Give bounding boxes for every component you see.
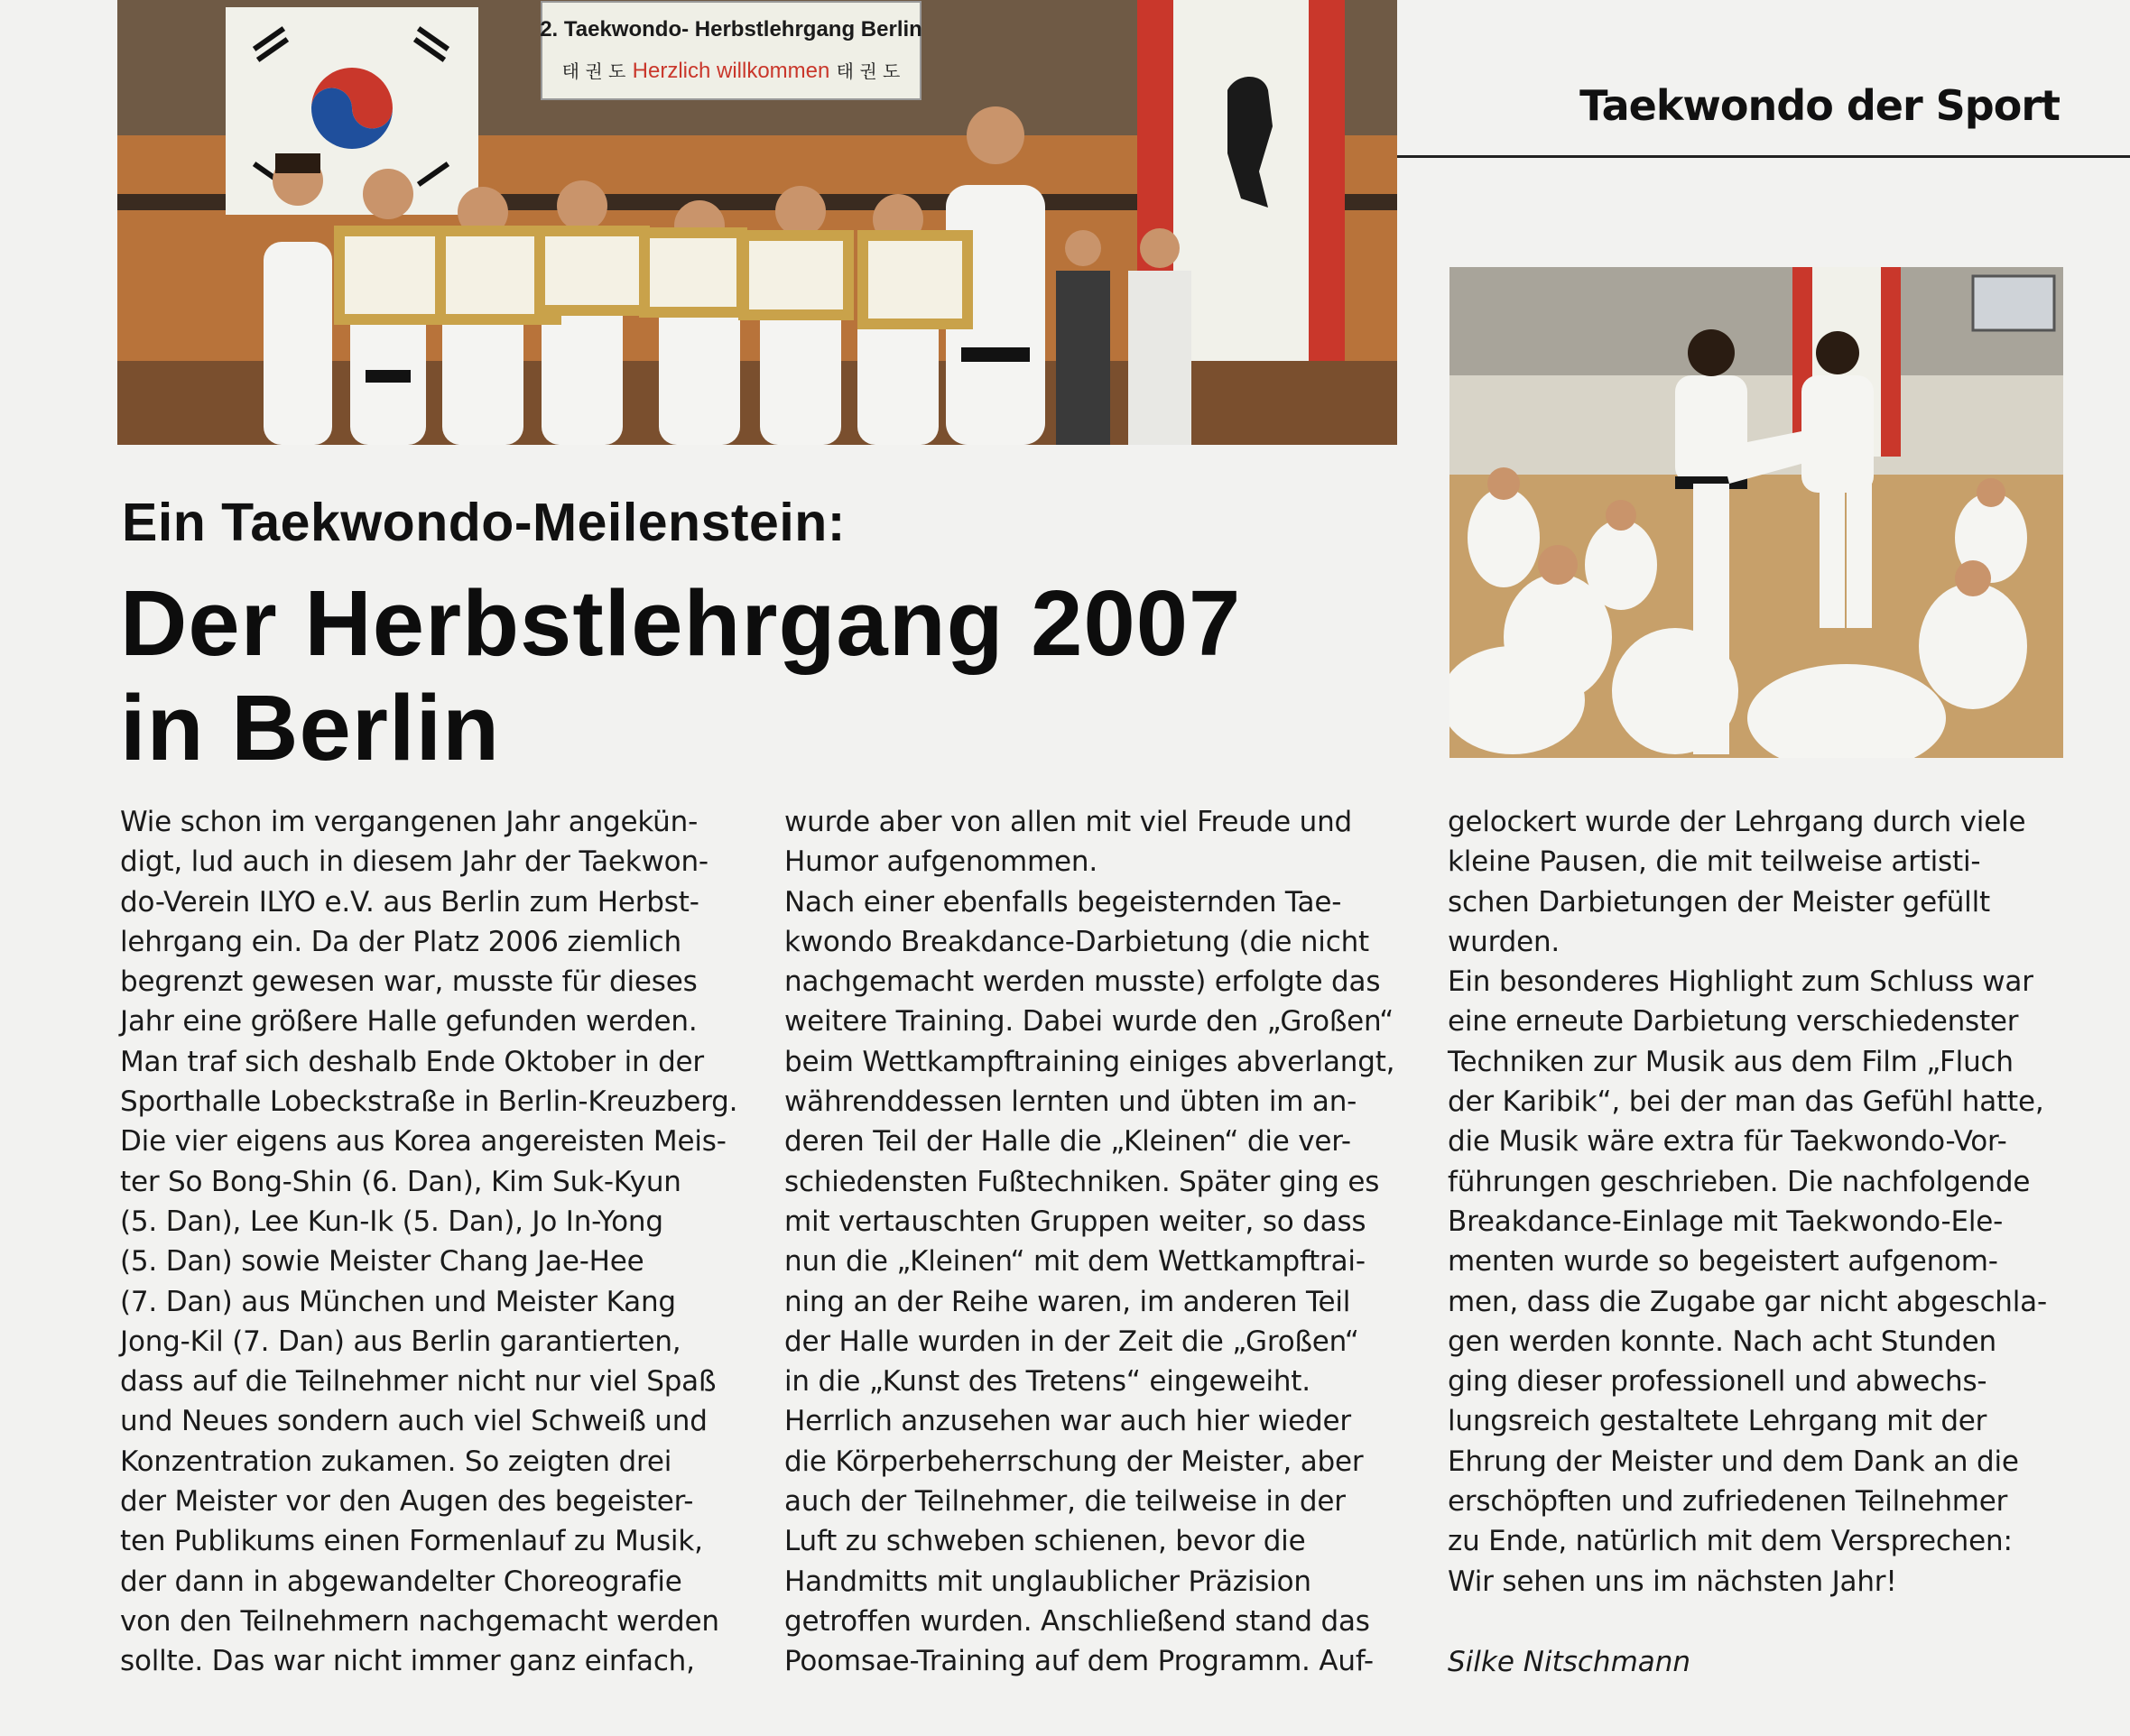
text-line: ten Publikums einen Formenlauf zu Musik, <box>120 1525 703 1558</box>
text-line: Man traf sich deshalb Ende Oktober in der <box>120 1045 704 1078</box>
article-kicker: Ein Taekwondo-Meilenstein: <box>122 493 846 552</box>
article-headline <box>120 571 1438 780</box>
headline-line-2: in Berlin <box>120 676 501 780</box>
text-line: (5. Dan) sowie Meister Chang Jae-Hee <box>120 1245 644 1279</box>
text-line: beim Wettkampftraining einiges abverlangt, <box>784 1045 1395 1078</box>
banner-welcome: Herzlich willkommen <box>632 59 830 83</box>
text-line: Poomsae-Training auf dem Programm. Auf- <box>784 1645 1374 1678</box>
text-line: Luft zu schweben schienen, bevor die <box>784 1525 1306 1558</box>
text-line: in die „Kunst des Tretens“ eingeweiht. <box>784 1365 1310 1399</box>
text-line: men, dass die Zugabe gar nicht abgeschla- <box>1448 1285 2047 1318</box>
text-line: erschöpften und zufriedenen Teilnehmer <box>1448 1485 2008 1519</box>
text-line: menten wurde so begeistert aufgenom- <box>1448 1245 1998 1279</box>
text-line: der Halle wurden in der Zeit die „Großen“ <box>784 1325 1359 1358</box>
text-line: nachgemacht werden musste) erfolgte das <box>784 965 1381 999</box>
text-line: getroffen wurden. Anschließend stand das <box>784 1604 1370 1638</box>
section-title: Taekwondo der Sport <box>1579 81 2060 130</box>
text-line: do-Verein ILYO e.V. aus Berlin zum Herbst- <box>120 885 699 919</box>
banner-hangul-right: 태 권 도 <box>836 60 901 82</box>
text-line: begrenzt gewesen war, musste für dieses <box>120 965 698 999</box>
text-line: Ehrung der Meister und dem Dank an die <box>1448 1445 2019 1478</box>
text-column-3 <box>1448 802 2047 1602</box>
text-line: deren Teil der Halle die „Kleinen“ die ver- <box>784 1125 1351 1159</box>
text-line: Handmitts mit unglaublicher Präzision <box>784 1565 1311 1598</box>
author-byline: Silke Nitschmann <box>1448 1646 1691 1678</box>
text-line: weitere Training. Dabei wurde den „Großen“ <box>784 1005 1394 1039</box>
text-line: eine erneute Darbietung verschiedenster <box>1448 1005 2019 1039</box>
text-line: Nach einer ebenfalls begeisternden Tae- <box>784 885 1342 919</box>
text-line: (5. Dan), Lee Kun-Ik (5. Dan), Jo In-Yong <box>120 1205 663 1238</box>
certificates <box>334 226 973 329</box>
text-line: Humor aufgenommen. <box>784 845 1098 879</box>
text-line: schen Darbietungen der Meister gefüllt <box>1448 885 1990 919</box>
text-line: von den Teilnehmern nachgemacht werden <box>120 1604 719 1638</box>
text-line: digt, lud auch in diesem Jahr der Taekwon- <box>120 845 708 879</box>
text-line: sollte. Das war nicht immer ganz einfach, <box>120 1645 695 1678</box>
text-line: gen werden konnte. Nach acht Stunden <box>1448 1325 1996 1358</box>
banner-hangul-left: 태 권 도 <box>561 60 626 82</box>
text-line: lungsreich gestaltete Lehrgang mit der <box>1448 1405 1987 1438</box>
text-line: währenddessen lernten und übten im an- <box>784 1085 1357 1119</box>
text-line: Sporthalle Lobeckstraße in Berlin-Kreuzberg. <box>120 1085 738 1119</box>
text-line: Wir sehen uns im nächsten Jahr! <box>1448 1565 1897 1598</box>
text-line: ning an der Reihe waren, im anderen Teil <box>784 1285 1351 1318</box>
text-line: Jong-Kil (7. Dan) aus Berlin garantierten, <box>120 1325 681 1358</box>
text-line: Jahr eine größere Halle gefunden werden. <box>120 1005 698 1039</box>
text-line: kleine Pausen, die mit teilweise artisti- <box>1448 845 1981 879</box>
text-line: führungen geschrieben. Die nachfolgende <box>1448 1165 2031 1198</box>
text-line: gelockert wurde der Lehrgang durch viele <box>1448 806 2026 838</box>
text-line: Techniken zur Musik aus dem Film „Fluch <box>1448 1045 2014 1078</box>
text-line: Breakdance-Einlage mit Taekwondo-Ele- <box>1448 1205 2004 1238</box>
text-line: Herrlich anzusehen war auch hier wieder <box>784 1405 1351 1438</box>
text-column-1 <box>120 802 737 1682</box>
text-line: ter So Bong-Shin (6. Dan), Kim Suk-Kyun <box>120 1165 681 1198</box>
text-line: wurde aber von allen mit viel Freude und <box>784 806 1353 838</box>
text-line: Ein besonderes Highlight zum Schluss war <box>1448 965 2033 999</box>
text-line: ging dieser professionell und abwechs- <box>1448 1365 1987 1399</box>
text-line: die Musik wäre extra für Taekwondo-Vor- <box>1448 1125 2007 1159</box>
text-line: schiedensten Fußtechniken. Später ging es <box>784 1165 1380 1198</box>
group-photo <box>117 0 1397 445</box>
text-line: Wie schon im vergangenen Jahr angekün- <box>120 806 699 838</box>
text-line: der Meister vor den Augen des begeister- <box>120 1485 694 1519</box>
text-line: dass auf die Teilnehmer nicht nur viel Spaß <box>120 1365 717 1399</box>
headline-line-1: Der Herbstlehrgang 2007 <box>120 571 1242 675</box>
training-photo <box>1449 267 2063 758</box>
text-line: Konzentration zukamen. So zeigten drei <box>120 1445 672 1478</box>
text-line: wurden. <box>1448 925 1560 958</box>
text-line: zu Ende, natürlich mit dem Versprechen: <box>1448 1525 2013 1558</box>
text-line: auch der Teilnehmer, die teilweise in der <box>784 1485 1346 1519</box>
text-line: und Neues sondern auch viel Schweiß und <box>120 1405 708 1438</box>
banner-title: 2. Taekwondo- Herbstlehrgang Berlin <box>540 17 922 42</box>
text-column-2 <box>784 802 1394 1682</box>
text-line: (7. Dan) aus München und Meister Kang <box>120 1285 676 1318</box>
text-line: die Körperbeherrschung der Meister, aber <box>784 1445 1364 1478</box>
text-line: Die vier eigens aus Korea angereisten Meis- <box>120 1125 727 1159</box>
text-line: nun die „Kleinen“ mit dem Wettkampftrai- <box>784 1245 1366 1279</box>
header-rule <box>1394 155 2130 158</box>
text-line: lehrgang ein. Da der Platz 2006 ziemlich <box>120 925 681 958</box>
text-line: kwondo Breakdance-Darbietung (die nicht <box>784 925 1369 958</box>
text-line: mit vertauschten Gruppen weiter, so dass <box>784 1205 1366 1238</box>
text-line: der dann in abgewandelter Choreografie <box>120 1565 682 1598</box>
text-line: der Karibik“, bei der man das Gefühl hatte, <box>1448 1085 2044 1119</box>
